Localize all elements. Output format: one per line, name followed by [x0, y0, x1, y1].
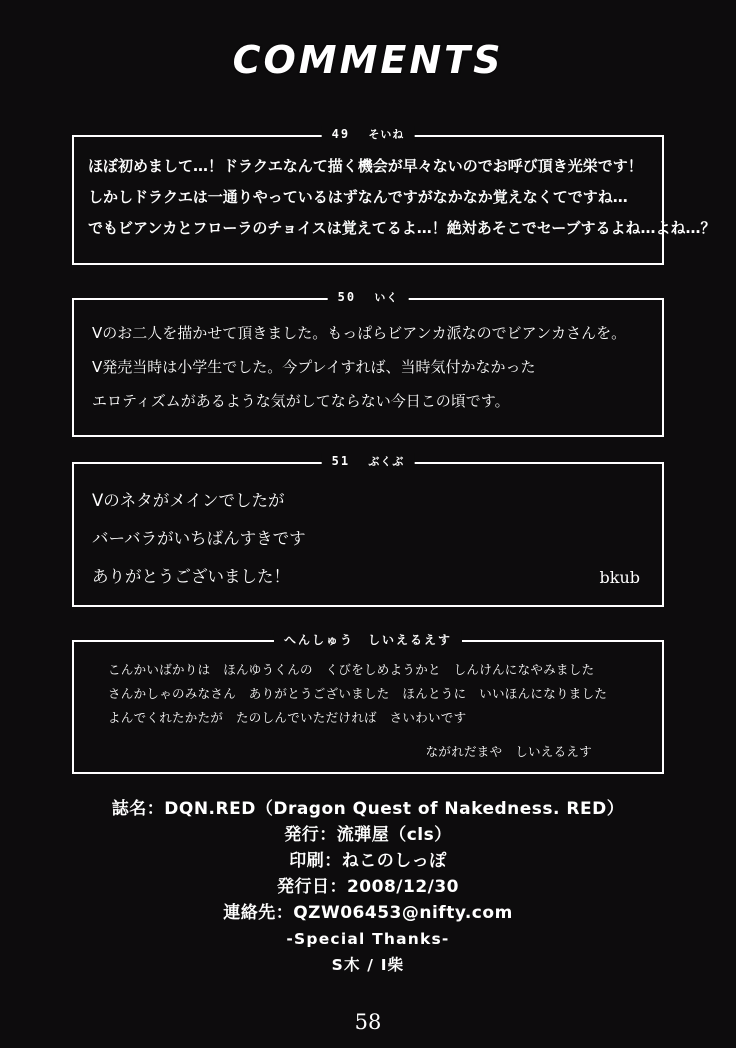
comment-line: バーバラがいちばんすきです	[92, 529, 306, 548]
comment-body-50	[92, 316, 648, 418]
comment-line: Ⅴのお二人を描かせて頂きました。もっぱらビアンカ派なのでビアンカさんを。	[92, 324, 627, 342]
editor-note-line: よんでくれたかたが たのしんでいただければ さいわいです	[108, 710, 467, 725]
page-number: 58	[354, 1010, 382, 1034]
page-title: COMMENTS	[232, 38, 504, 82]
comment-block-50	[72, 290, 664, 437]
comment-line: エロティズムがあるような気がしてならない今日この頃です。	[92, 392, 510, 410]
editor-note-signature: ながれだまや しいえるえす	[425, 744, 592, 759]
editor-note-block	[72, 633, 664, 774]
comment-number: 51	[331, 454, 351, 468]
comment-body-51	[92, 482, 648, 596]
comment-header-51	[322, 453, 415, 469]
colophon	[0, 796, 736, 978]
comment-line: Ⅴのネタがメインでしたが	[92, 491, 285, 510]
comment-line: でもビアンカとフローラのチョイスは覚えてるよ…！絶対あそこでセーブするよね…よね…？	[88, 219, 716, 237]
editor-note-line: さんかしゃのみなさん ありがとうございました ほんとうに いいほんになりました	[108, 686, 608, 701]
comment-line: Ⅴ発売当時は小学生でした。今プレイすれば、当時気付かなかった	[92, 358, 536, 376]
colophon-line-printer: 印刷：ねこのしっぽ	[289, 851, 447, 871]
editor-note-header: へんしゅう しいえるえす	[274, 631, 462, 648]
comment-number: 50	[337, 290, 357, 304]
comment-line: ほぼ初めまして…！ドラクエなんて描く機会が早々ないのでお呼び頂き光栄です！	[88, 157, 643, 175]
colophon-line-title: 誌名：DQN.RED（Dragon Quest of Nakedness. RED）	[111, 799, 625, 819]
editor-note-body	[108, 658, 648, 730]
comment-number: 49	[331, 127, 351, 141]
colophon-line-thanks-header: -Special Thanks-	[286, 930, 450, 948]
comment-block-51	[72, 454, 664, 607]
comment-body-49	[88, 151, 716, 244]
comment-signature: bkub	[599, 568, 640, 587]
comment-author: そいね	[368, 128, 405, 141]
colophon-line-contact: 連絡先：QZW06453@nifty.com	[223, 903, 513, 923]
comment-header-49	[322, 126, 415, 142]
comment-block-49	[72, 127, 716, 265]
comment-author: いく	[374, 291, 399, 304]
comment-line: しかしドラクエは一通りやっているはずなんですがなかなか覚えなくてですね…	[88, 188, 628, 206]
colophon-line-thanks-names: S木 / I柴	[331, 956, 405, 974]
colophon-line-date: 発行日：2008/12/30	[276, 877, 460, 897]
comment-author: ぶくぶ	[368, 455, 405, 468]
editor-note-line: こんかいばかりは ほんゆうくんの くびをしめようかと しんけんになやみました	[108, 662, 595, 677]
comment-line: ありがとうございました！	[92, 567, 290, 586]
comment-header-50	[328, 289, 409, 305]
colophon-line-publisher: 発行：流弾屋（cls）	[284, 825, 452, 845]
